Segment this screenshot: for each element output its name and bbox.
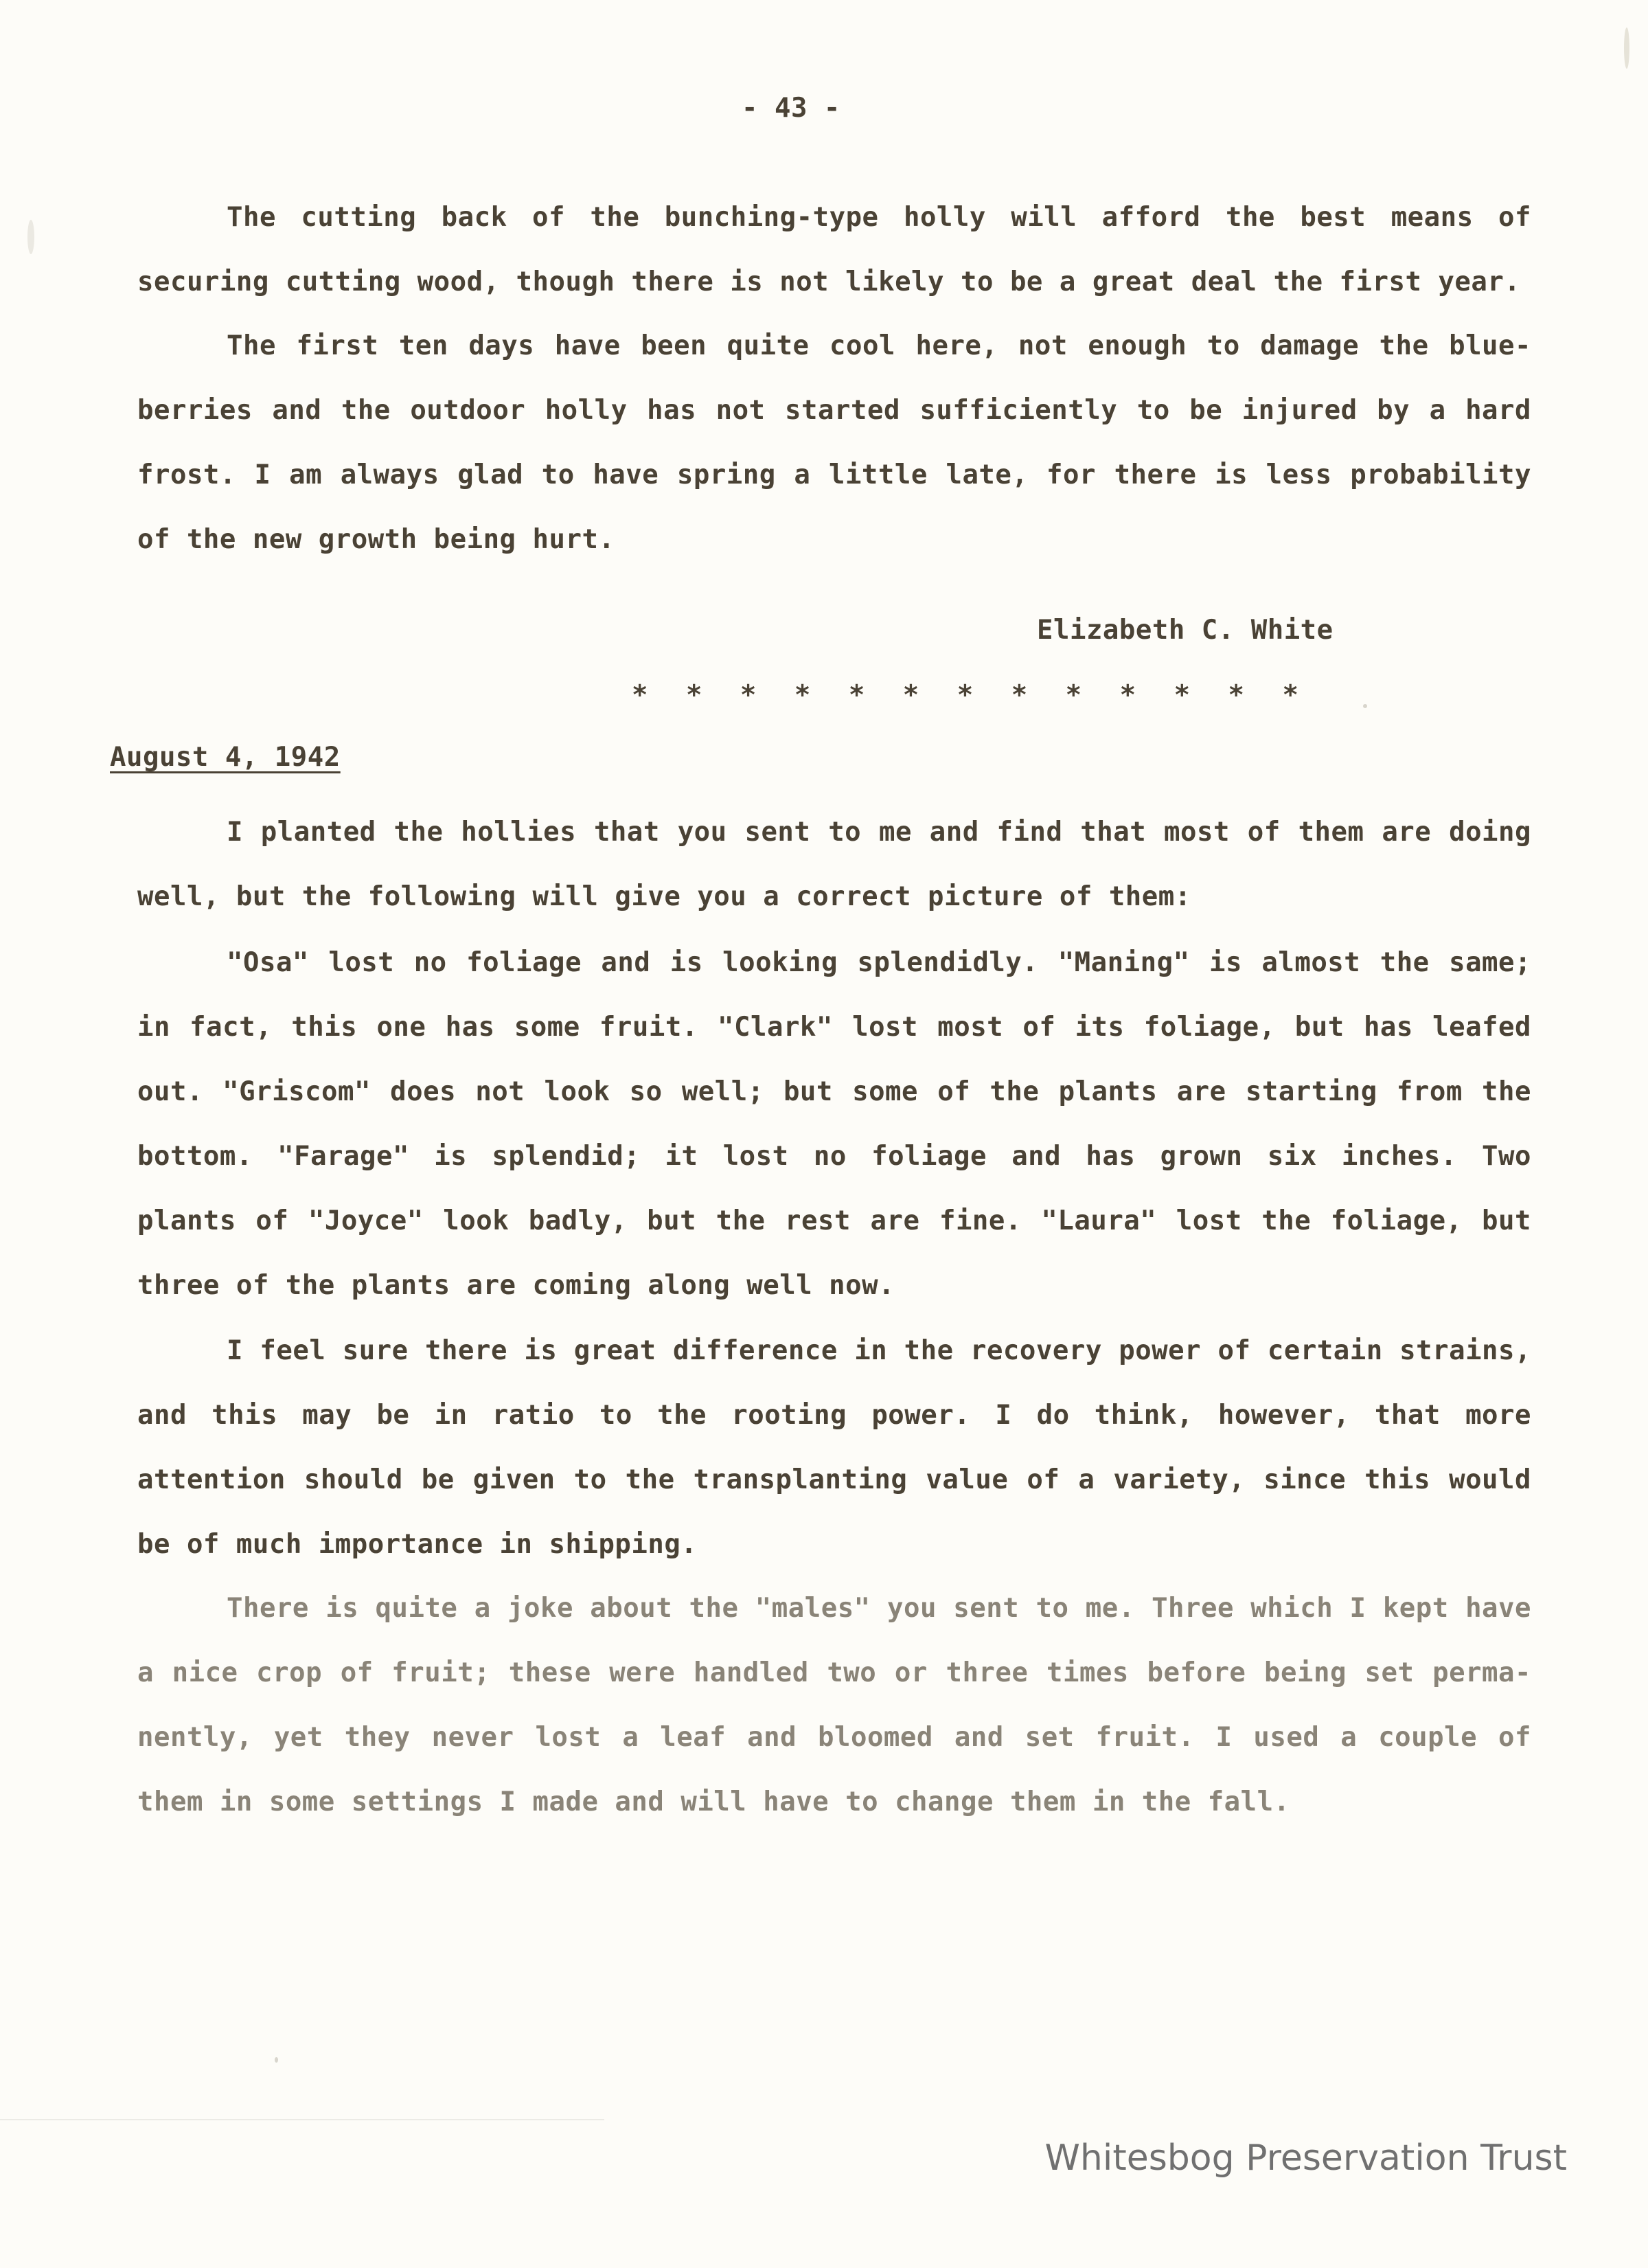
paper-speck (275, 2057, 278, 2063)
signature: Elizabeth C. White (1037, 615, 1334, 646)
letter2-paragraph-3: I feel sure there is great difference in the recovery power of certain strains, and this may be in ratio to the rooting power. I do think, however, that more attention should be given to the transplanting value of a variety, since this would be of much importance in shipping. (137, 1335, 1531, 1560)
letter2-paragraph-4: There is quite a joke about the "males" you sent to me. Three which I kept have a nice crop of fruit; these were handled two or three times before being set perma-nently, yet they never lost a leaf and bloomed and set fruit. I used a couple of them in some settings I made and will have to change them in the fall. (137, 1593, 1531, 1817)
paper-speck (1363, 704, 1367, 708)
separator-asterisks: * * * * * * * * * * * * * (632, 680, 1309, 711)
paper-mark (27, 220, 34, 254)
letter-date: August 4, 1942 (110, 742, 341, 773)
letter1-paragraph-2: The first ten days have been quite cool here, not enough to damage the blue-berries and the outdoor holly has not started sufficiently to be injured by a hard frost. I am always glad to have spring a little late, for there is less probability of the new growth being hurt. (137, 330, 1531, 555)
paper-mark (1624, 27, 1629, 69)
letter2-paragraph-1: I planted the hollies that you sent to me and find that most of them are doing well, but the following will give you a correct picture of them: (137, 817, 1531, 912)
page-number: - 43 - (742, 93, 840, 124)
letter2-paragraph-2: "Osa" lost no foliage and is looking splendidly. "Maning" is almost the same; in fact, this one has some fruit. "Clark" lost most of its foliage, but has leafed out. "Griscom" does not look so well; but some of the plants are starting from the bottom. "Farage" is splendid; it lost no foliage and has grown six inches. Two plants of "Joyce" look badly, but the rest are fine. "Laura" lost the foliage, but three of the plants are coming along well now. (137, 947, 1531, 1301)
paper-edge-line (0, 2119, 604, 2120)
watermark: Whitesbog Preservation Trust (1044, 2137, 1567, 2179)
letter1-paragraph-1: The cutting back of the bunching-type holly will afford the best means of securing cutting wood, though there is not likely to be a great deal the first year. (137, 202, 1531, 297)
